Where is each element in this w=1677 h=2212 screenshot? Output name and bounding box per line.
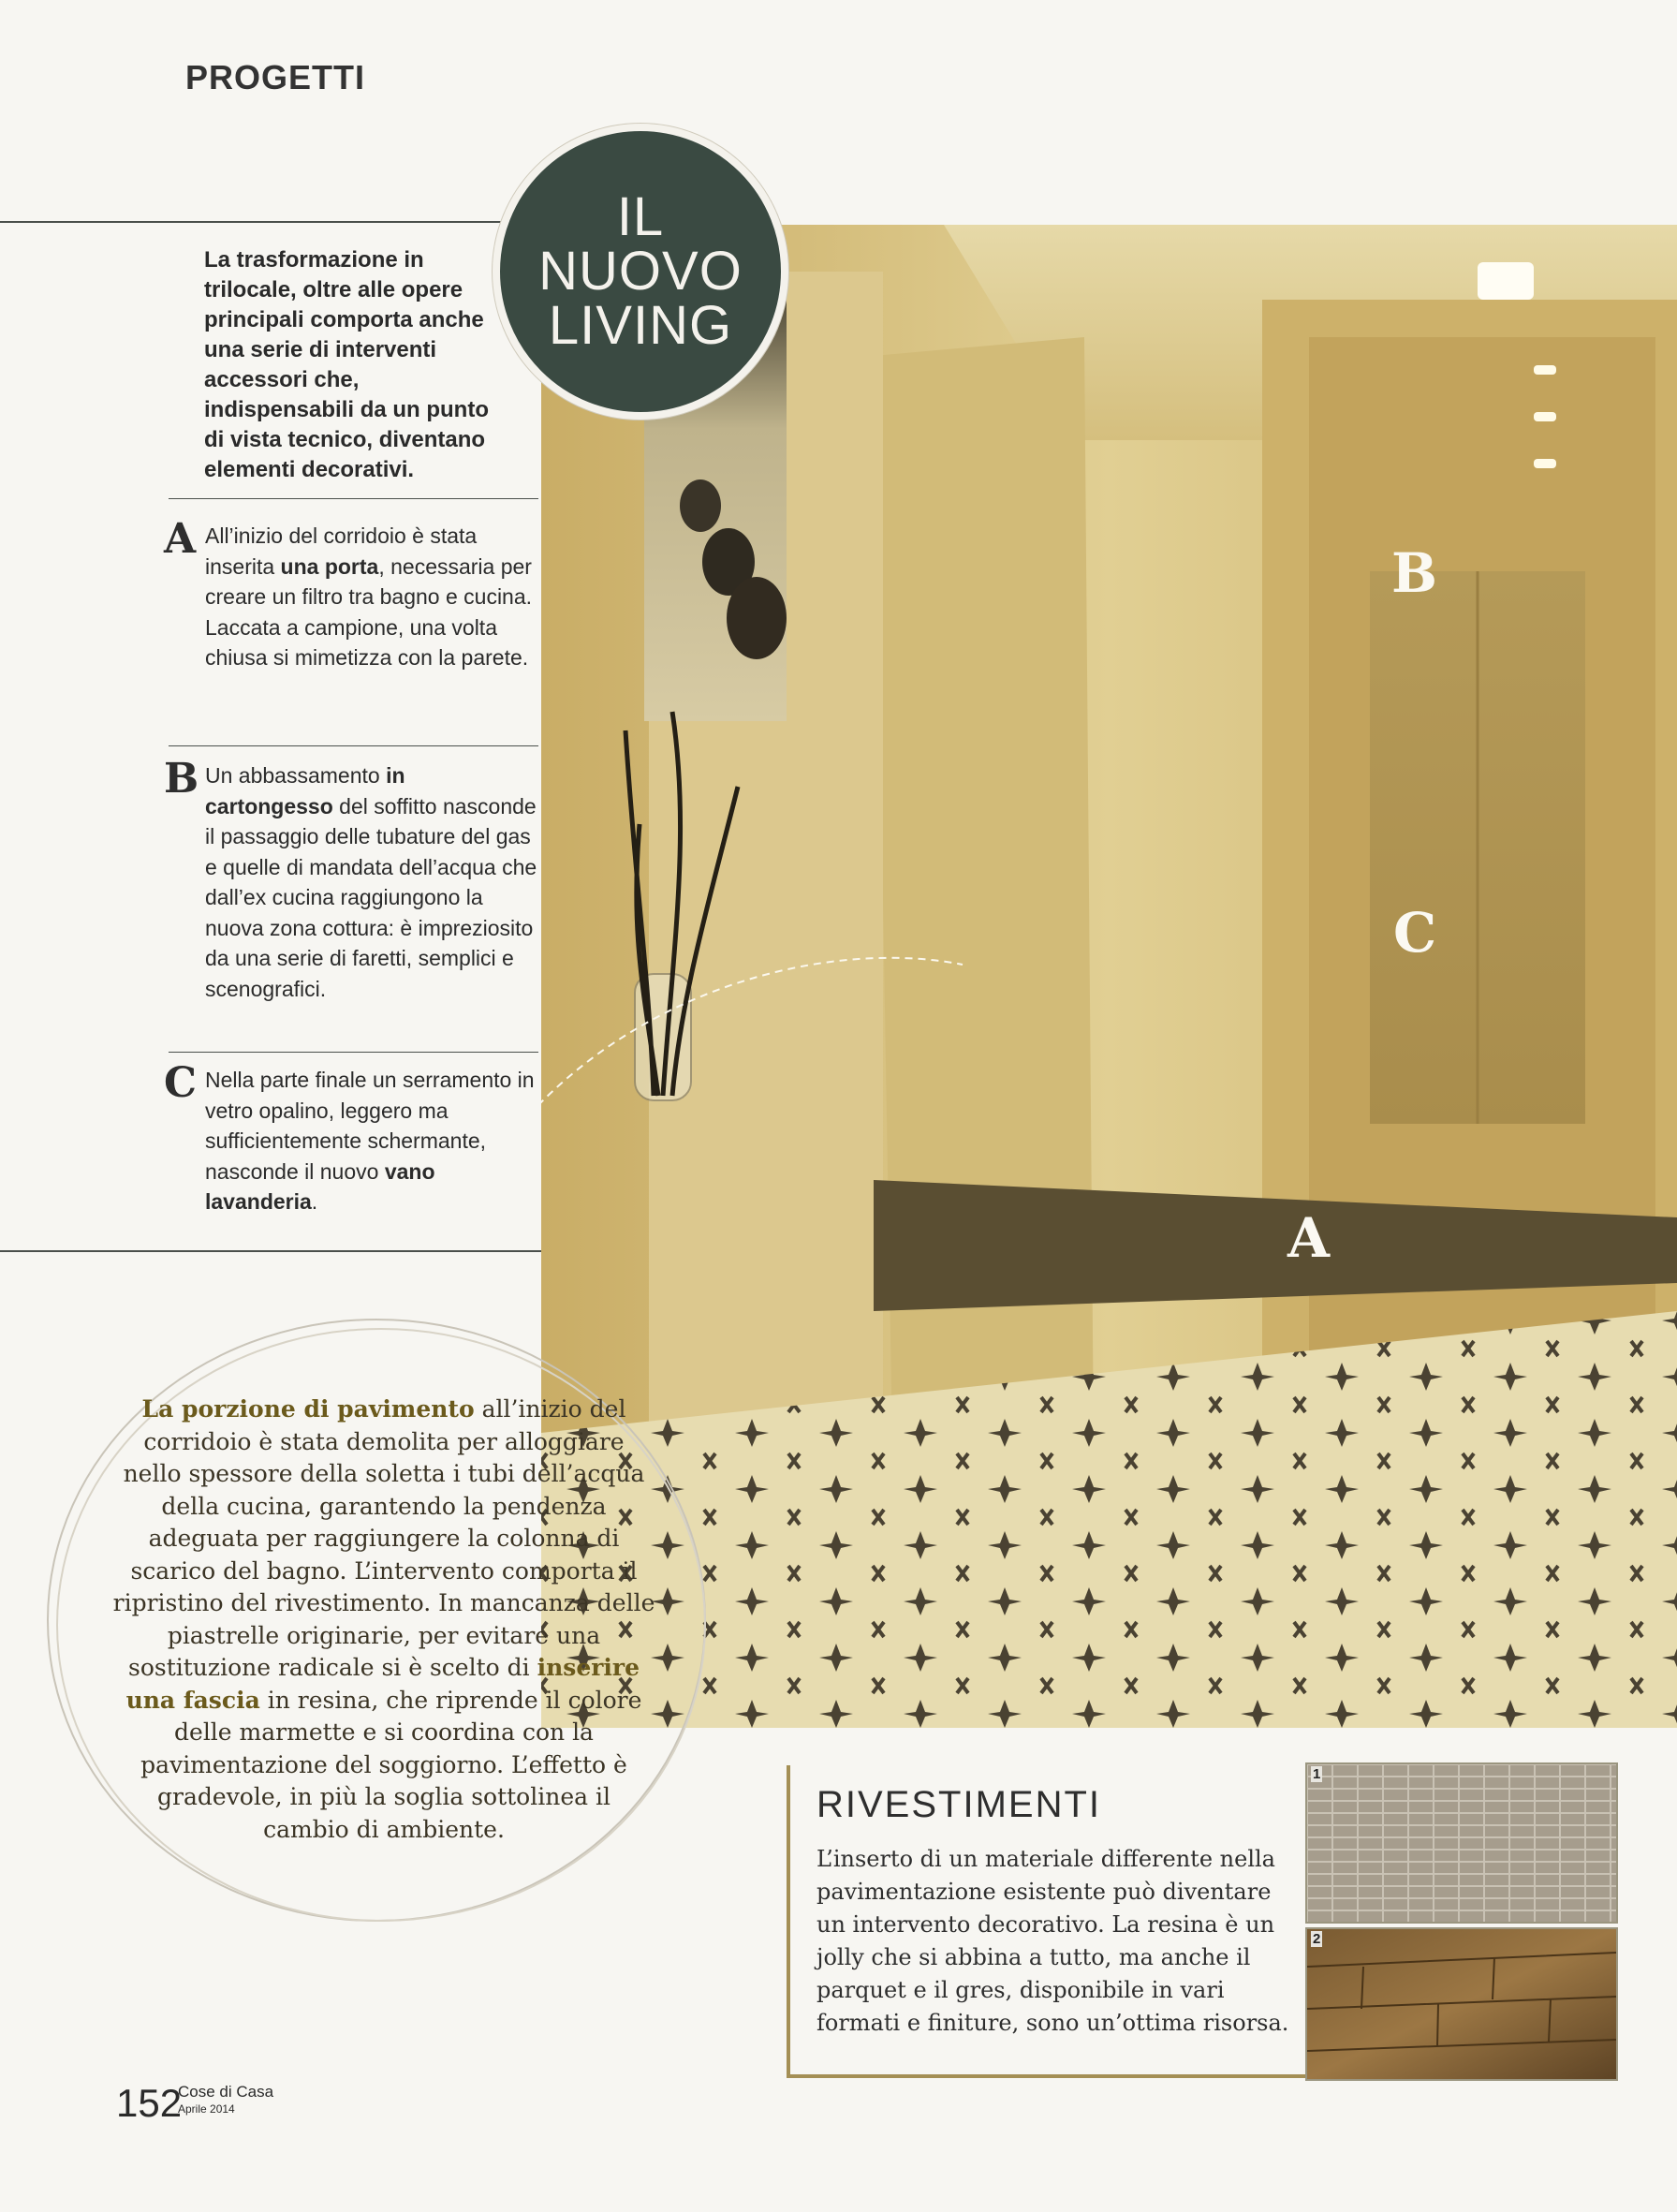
rivestimenti-title: RIVESTIMENTI — [816, 1784, 1102, 1825]
note-b — [164, 755, 538, 1004]
note-text: All’inizio del corridoio è stata inserita una porta, necessaria per creare un filtro tra bagno e cucina. Laccata a campione, una volta chiusa si mimetizza con la parete. — [205, 524, 533, 670]
note-c — [164, 1059, 538, 1217]
corridor-illustration — [541, 225, 1677, 1728]
divider — [0, 221, 541, 223]
swatch-mosaic — [1305, 1762, 1618, 1924]
photo-label-c: C — [1393, 901, 1437, 965]
corridor-photo — [541, 225, 1677, 1728]
title-badge — [493, 124, 788, 420]
divider — [169, 498, 538, 499]
spot-light — [1534, 459, 1556, 468]
swatch-number: 1 — [1313, 1766, 1321, 1782]
spot-light — [1534, 365, 1556, 375]
note-text: Un abbassamento in cartongesso del soffitto nasconde il passaggio delle tubature del gas e quelle di mandata dell’acqua che dall’ex cucina raggiungono la nuova zona cottura: è impreziosito da una serie di faretti, semplici e scenografici. — [205, 763, 537, 1001]
badge-line: IL — [616, 186, 665, 247]
ceiling-light — [1478, 262, 1534, 300]
badge-line: LIVING — [548, 295, 733, 356]
note-letter: C — [164, 1059, 198, 1107]
divider — [169, 745, 538, 746]
mosaic-tiles — [1307, 1764, 1616, 1922]
intro-paragraph: La trasformazione in trilocale, oltre alle opere principali comporta anche una serie di interventi accessori che, indispensabili da un punto di vista tecnico, diventano elementi decorativi. — [204, 247, 489, 482]
divider — [169, 1052, 538, 1053]
parquet-wood — [1307, 1929, 1616, 2079]
note-a — [164, 515, 538, 673]
note-letter: B — [164, 755, 199, 803]
magazine-issue: Aprile 2014 — [178, 2102, 235, 2116]
spot-light — [1534, 412, 1556, 421]
swatch-parquet — [1305, 1927, 1618, 2081]
magazine-credit — [178, 2084, 273, 2117]
badge-line: NUOVO — [538, 241, 743, 302]
photo-label-b: B — [1391, 541, 1438, 605]
quote-paragraph: La porzione di pavimento all’inizio del corridoio è stata demolita per alloggiare nello spessore della soletta i tubi dell’acqua della cucina, garantendo la pendenza adeguata per raggiungere la colonna di scarico del bagno. L’intervento comporta il ripristino del rivestimento. In mancanza delle piastrelle originarie, per evitare una sostituzione radicale si è scelto di inserire una fascia in resina, che riprende il colore delle marmette e si coordina con la pavimentazione del soggiorno. L’effetto è gradevole, in più la soglia sottolinea il cambio di ambiente. — [112, 1395, 655, 1843]
note-letter: A — [164, 515, 197, 563]
swatch-number: 2 — [1313, 1931, 1321, 1947]
section-title: PROGETTI — [185, 58, 366, 96]
photo-label-a: A — [1287, 1206, 1331, 1270]
divider — [0, 1250, 541, 1252]
magazine-name: Cose di Casa — [178, 2083, 274, 2101]
note-text: Nella parte finale un serramento in vetro opalino, leggero ma sufficientemente schermante, nasconde il nuovo vano lavanderia. — [205, 1068, 535, 1214]
page-number: 152 — [116, 2081, 183, 2125]
rivestimenti-text: L’inserto di un materiale differente nella pavimentazione esistente può diventare un intervento decorativo. La resina è un jolly che si abbina a tutto, ma anche il parquet e il gres, disponibile in vari formati e finiture, sono un’ottima risorsa. — [816, 1846, 1289, 2036]
